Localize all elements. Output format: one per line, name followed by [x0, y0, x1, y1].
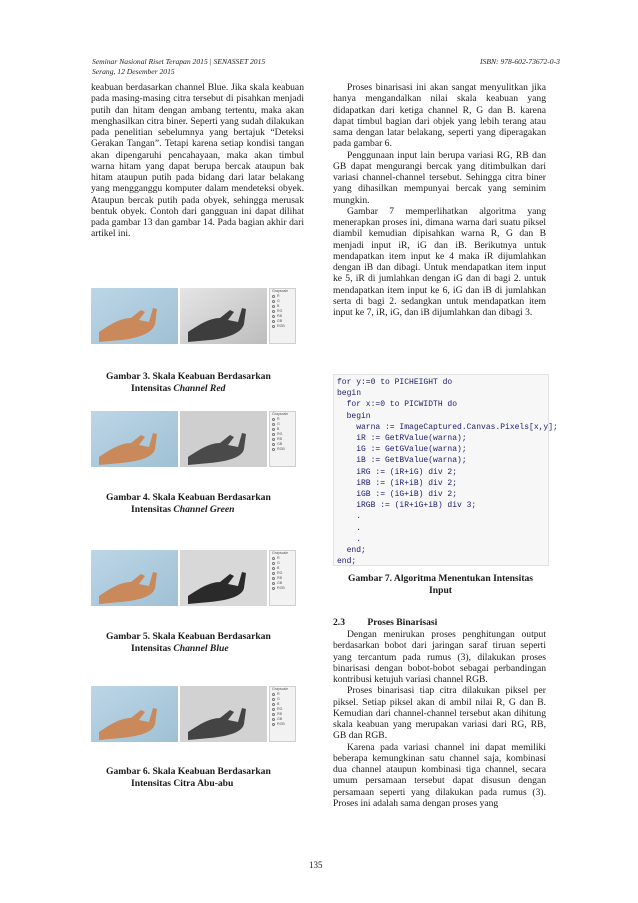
code-line: begin: [337, 411, 371, 421]
radio-icon: [272, 448, 275, 451]
figure-3-caption-italic: Channel Red: [173, 383, 226, 394]
channel-option-label: RGB: [277, 722, 285, 726]
channel-options-panel: [269, 411, 296, 467]
channel-option-label: RGB: [277, 447, 285, 451]
channel-option-label: RB: [277, 712, 282, 716]
code-line: iRG := (iR+iG) div 2;: [337, 467, 458, 477]
figure-7-caption-line1: Gambar 7. Algoritma Menentukan Intensitas: [348, 573, 534, 584]
figure-3-caption-line1: Gambar 3. Skala Keabuan Berdasarkan: [106, 371, 271, 382]
left-paragraph: keabuan berdasarkan channel Blue. Jika skala keabuan pada masing-masing citra tersebut di pisahkan menjadi putih dan hitam dengan ambang tertentu, maka akan menghasilkan citra biner. Seperti yang sudah dilakukan pada penelitian sebelumnya yang bertajuk “Deteksi Gerakan Tangan”. Tetapi karena setiap kondisi tangan akan dipengaruhi pencahayaan, maka akan timbul warna hitam yang dapat berupa bercak ataupun bak hitam ataupun putih pada bidang dari latar belakang yang mengganggu komputer dalam mendeteksi obyek. Ataupun bercak putih pada obyek, sehingga merusak bentuk obyek. Contoh dari gangguan ini dapat dilihat pada gambar 13 dan gambar 14. Pada bagian akhir dari artikel ini.: [91, 82, 304, 240]
figure-6-caption-prefix: Intensitas Citra Abu-abu: [131, 778, 234, 789]
code-line: .: [337, 523, 362, 533]
code-line: iR := GetRValue(warna);: [337, 434, 467, 444]
radio-icon: [272, 428, 275, 431]
section-number: 2.3: [333, 617, 345, 628]
code-line: iRGB := (iR+iG+iB) div 3;: [337, 501, 477, 511]
figure-5-image: [91, 550, 296, 606]
radio-icon: [272, 723, 275, 726]
right-paragraph-1: Proses binarisasi ini akan sangat menyulitkan jika hanya mengandalkan nilai skala keabuan yang didapatkan dari ketiga channel R, G dan B. karena dapat timbul bagian dari objek yang lebih terang atau sama dengan latar belakang, seperti yang diperagakan pada gambar 6.: [333, 82, 546, 150]
figure-7-caption-line2: Input: [429, 585, 452, 596]
figure-3-caption: [106, 371, 271, 395]
radio-icon: [272, 423, 275, 426]
radio-icon: [272, 443, 275, 446]
channel-option-label: GB: [277, 319, 283, 323]
right-paragraph-3: Gambar 7 memperlihatkan algoritma yang menerapkan proses ini, dimana warna dari suatu piksel diambil kemudian dipisahkan warna R, G dan B menjadi input iR, iG dan iB. Berikutnya untuk mendapatkan item input ke 4 maka iR dijumlahkan dengan iB dan dibagi. Untuk mendapatkan item input ke 5, iR di jumlahkan dengan iG dan di bagi 2. untuk mendapatkan item input ke 6, iG dan iB di jumlahkan serta di bagi 2. sedangkan untuk mendapatkan item input ke 7, iR, iG, dan iB dijumlahkan dan dibagi 3.: [333, 205, 546, 318]
channel-option-label: RB: [277, 576, 282, 580]
radio-icon: [272, 703, 275, 706]
radio-icon: [272, 693, 275, 696]
code-line: begin: [337, 389, 362, 399]
channel-option-label: GB: [277, 442, 283, 446]
figure-3-caption-prefix: Intensitas: [131, 383, 174, 394]
channel-option-label: Grayscale: [272, 687, 289, 691]
figure-4-caption-prefix: Intensitas: [131, 504, 174, 515]
figure-7-caption: [348, 573, 533, 597]
radio-icon: [272, 718, 275, 721]
channel-option-label: RG: [277, 571, 283, 575]
header-isbn: ISBN: 978-602-73672-0-3: [480, 57, 560, 66]
section-heading: [333, 617, 437, 628]
left-column-text: [91, 82, 304, 240]
channel-option-label: RB: [277, 314, 282, 318]
channel-option-label: RGB: [277, 324, 285, 328]
code-line: .: [337, 512, 362, 522]
code-line: for y:=0 to PICHEIGHT do: [337, 378, 453, 387]
section-paragraph-3: Karena pada variasi channel ini dapat memiliki beberapa kemungkinan satu channel saja, kombinasi dua channel ataupun kombinasi tiga channel, secara umum persamaan tersebut dapat disusun dengan persamaan seperti yang dilakukan pada rumus (3). Proses ini adalah sama dengan proses yang: [333, 741, 546, 809]
code-line: warna := ImageCaptured.Canvas.Pixels[x,y];: [337, 422, 558, 432]
section-paragraph-1: Dengan menirukan proses penghitungan output berdasarkan bobot dari jaringan saraf tiruan seperti yang tercantum pada rumus (3), dilakukan proses binarisasi dengan bobot-bobot sebagai perbandingan kontribusi ketujuh variasi channel RGB.: [333, 629, 546, 685]
radio-icon: [272, 582, 275, 585]
channel-option-label: R: [277, 417, 280, 421]
channel-option-label: RG: [277, 309, 283, 313]
channel-option-label: Grayscale: [272, 289, 289, 293]
radio-icon: [272, 310, 275, 313]
section-paragraph-2: Proses binarisasi tiap citra dilakukan piksel per piksel. Setiap piksel akan di ambil nilai R, G dan B. Kemudian dari channel-channel tersebut akan dihitung skala keabuan yang merupakan variasi dari RG, RB, GB dan RGB.: [333, 685, 546, 742]
channel-option-label: R: [277, 692, 280, 696]
radio-icon: [272, 438, 275, 441]
figure-4-image: [91, 411, 296, 467]
radio-icon: [272, 708, 275, 711]
algorithm-code-block: [333, 374, 558, 567]
figure-6-caption: [106, 766, 271, 790]
section-title: Proses Binarisasi: [367, 617, 438, 628]
figure-6-image: [91, 686, 296, 742]
radio-icon: [272, 567, 275, 570]
channel-option-label: R: [277, 556, 280, 560]
radio-icon: [272, 305, 275, 308]
header-date: Serang, 12 Desember 2015: [92, 67, 175, 76]
section-text: [333, 629, 546, 809]
header-conference: Seminar Nasional Riset Terapan 2015 | SENASSET 2015: [92, 57, 266, 66]
radio-icon: [272, 433, 275, 436]
channel-option-label: Grayscale: [272, 551, 289, 555]
radio-icon: [272, 562, 275, 565]
figure-4-caption-italic: Channel Green: [173, 504, 235, 515]
hand-color-photo: [91, 550, 296, 606]
code-line: iRB := (iR+iB) div 2;: [337, 478, 458, 488]
code-line: iGB := (iG+iB) div 2;: [337, 490, 458, 500]
figure-4-caption: [106, 492, 271, 516]
channel-option-label: G: [277, 561, 280, 565]
channel-option-label: GB: [277, 581, 283, 585]
figure-5-caption-italic: Channel Blue: [173, 643, 229, 654]
channel-option-label: G: [277, 697, 280, 701]
channel-option-label: GB: [277, 717, 283, 721]
channel-option-label: RG: [277, 707, 283, 711]
figure-5-caption: [106, 631, 271, 655]
radio-icon: [272, 713, 275, 716]
figure-5-caption-line1: Gambar 5. Skala Keabuan Berdasarkan: [106, 631, 271, 642]
channel-option-label: B: [277, 702, 280, 706]
radio-icon: [272, 587, 275, 590]
radio-icon: [272, 300, 275, 303]
right-column-text: [333, 82, 546, 318]
hand-color-photo: [91, 411, 296, 467]
radio-icon: [272, 315, 275, 318]
code-line: iB := GetBValue(warna);: [337, 456, 467, 466]
hand-color-photo: [91, 288, 296, 344]
radio-icon: [272, 572, 275, 575]
channel-option-label: G: [277, 422, 280, 426]
radio-icon: [272, 577, 275, 580]
channel-option: [270, 324, 295, 329]
page-number: 135: [309, 860, 323, 870]
channel-option: [270, 586, 295, 591]
channel-option-label: G: [277, 299, 280, 303]
channel-option-label: RGB: [277, 586, 285, 590]
radio-icon: [272, 698, 275, 701]
radio-icon: [272, 418, 275, 421]
channel-options-panel: [269, 288, 296, 344]
figure-6-caption-line1: Gambar 6. Skala Keabuan Berdasarkan: [106, 766, 271, 777]
code-line: .: [337, 534, 362, 544]
channel-option: [270, 722, 295, 727]
hand-color-photo: [91, 686, 296, 742]
channel-option-label: RG: [277, 432, 283, 436]
channel-options-panel: [269, 550, 296, 606]
radio-icon: [272, 557, 275, 560]
channel-option-label: B: [277, 427, 280, 431]
code-line: end;: [337, 557, 357, 567]
right-paragraph-2: Penggunaan input lain berupa variasi RG, RB dan GB dapat mengurangi bercak yang ditimbulkan dari variasi channel-channel tersebut. Sehingga citra biner yang dihasilkan mempunyai bercak yang seminim mungkin.: [333, 149, 546, 206]
channel-option-label: B: [277, 566, 280, 570]
radio-icon: [272, 320, 275, 323]
code-line: for x:=0 to PICWIDTH do: [337, 400, 458, 410]
channel-options-panel: [269, 686, 296, 742]
radio-icon: [272, 325, 275, 328]
figure-4-caption-line1: Gambar 4. Skala Keabuan Berdasarkan: [106, 492, 271, 503]
code-line: end;: [337, 546, 366, 556]
channel-option-label: RB: [277, 437, 282, 441]
channel-option-label: B: [277, 304, 280, 308]
channel-option-label: R: [277, 294, 280, 298]
channel-option: [270, 447, 295, 452]
channel-option-label: Grayscale: [272, 412, 289, 416]
code-line: iG := GetGValue(warna);: [337, 445, 467, 455]
figure-3-image: [91, 288, 296, 344]
figure-5-caption-prefix: Intensitas: [131, 643, 174, 654]
radio-icon: [272, 295, 275, 298]
